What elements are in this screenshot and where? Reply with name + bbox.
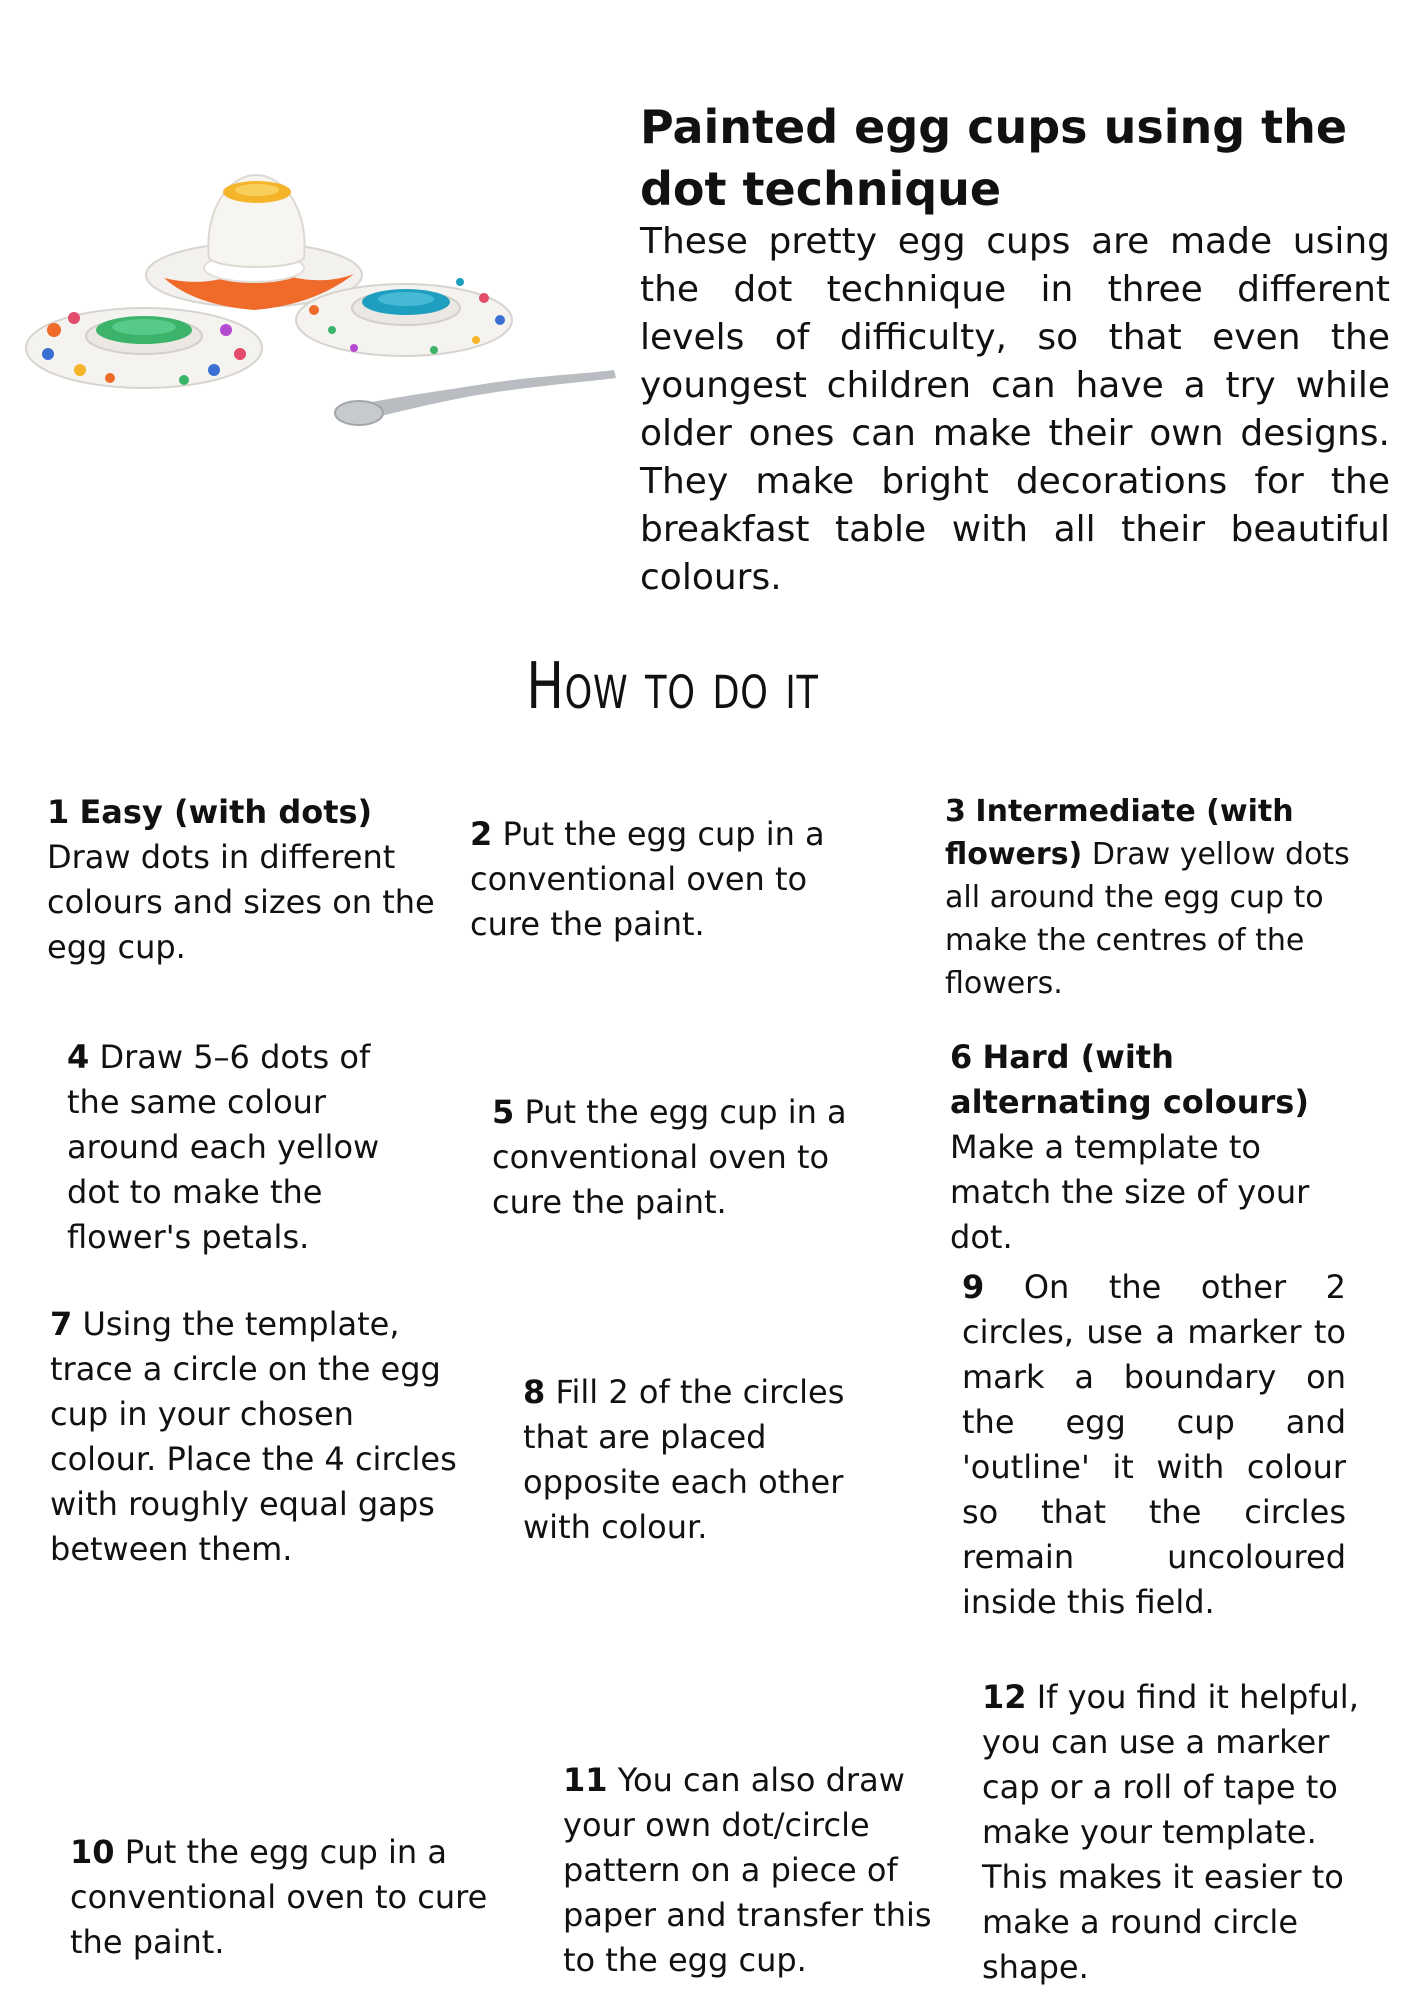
step-number: 7 [50, 1305, 73, 1343]
orange-egg-cup [146, 175, 362, 310]
step-6 [950, 1035, 1370, 1260]
step-text: You can also draw your own dot/circle pattern on a piece of paper and transfer this to the egg cup. [563, 1761, 932, 1979]
intro-paragraph: These pretty egg cups are made using the dot technique in three different levels of difficulty, so that even the youngest children can have a try while older ones can make their own designs. They make bright decorations for the breakfast table with all their beautiful colours. [640, 221, 1390, 598]
step-10 [70, 1830, 500, 1965]
step-text: Draw 5–6 dots of the same colour around each yellow dot to make the flower's petals. [67, 1038, 380, 1256]
step-number: 12 [982, 1678, 1027, 1716]
step-text: Make a template to match the size of your dot. [950, 1128, 1310, 1256]
step-7 [50, 1302, 460, 1572]
step-text: Fill 2 of the circles that are placed opposite each other with colour. [523, 1373, 845, 1546]
step-heading: Easy (with dots) [79, 793, 373, 831]
step-2 [470, 812, 870, 947]
step-text: Put the egg cup in a conventional oven to cure the paint. [492, 1093, 847, 1221]
step-number: 1 [47, 793, 70, 831]
step-text: Draw yellow dots all around the egg cup to make the centres of the flowers. [945, 837, 1350, 1001]
step-heading: Intermediate (with flowers) [945, 794, 1294, 872]
step-text: If you find it helpful, you can use a marker cap or a roll of tape to make your template. This makes it easier to make a round circle shape. [982, 1678, 1359, 1986]
step-number: 10 [70, 1833, 115, 1871]
section-title: How to do it [526, 650, 819, 724]
step-number: 9 [962, 1268, 985, 1306]
egg-cups-illustration [14, 170, 626, 450]
step-1 [47, 790, 437, 970]
step-number: 4 [67, 1038, 90, 1076]
step-4 [67, 1035, 417, 1260]
step-number: 8 [523, 1373, 546, 1411]
step-text: Using the template, trace a circle on the egg cup in your chosen colour. Place the 4 circles with roughly equal gaps between them. [50, 1305, 457, 1568]
step-9 [962, 1265, 1346, 1625]
step-heading: Hard (with alternating colours) [950, 1038, 1309, 1121]
step-11 [563, 1758, 943, 1983]
spoon-icon [335, 370, 616, 425]
step-text: Put the egg cup in a conventional oven to cure the paint. [70, 1833, 488, 1961]
step-number: 6 [950, 1038, 973, 1076]
step-number: 5 [492, 1093, 515, 1131]
step-text: On the other 2 circles, use a marker to mark a boundary on the egg cup and 'outline' it with colour so that the circles remain uncoloured inside this field. [962, 1268, 1347, 1621]
page-title: Painted egg cups using the dot technique [640, 100, 1348, 216]
green-egg-cup [26, 308, 262, 388]
step-number: 11 [563, 1761, 608, 1799]
step-text: Draw dots in different colours and sizes on the egg cup. [47, 838, 435, 966]
step-8 [523, 1370, 893, 1550]
step-5 [492, 1090, 892, 1225]
step-number: 3 [945, 794, 966, 829]
step-12 [982, 1675, 1382, 1990]
step-3 [945, 790, 1365, 1005]
step-number: 2 [470, 815, 493, 853]
step-text: Put the egg cup in a conventional oven to cure the paint. [470, 815, 825, 943]
